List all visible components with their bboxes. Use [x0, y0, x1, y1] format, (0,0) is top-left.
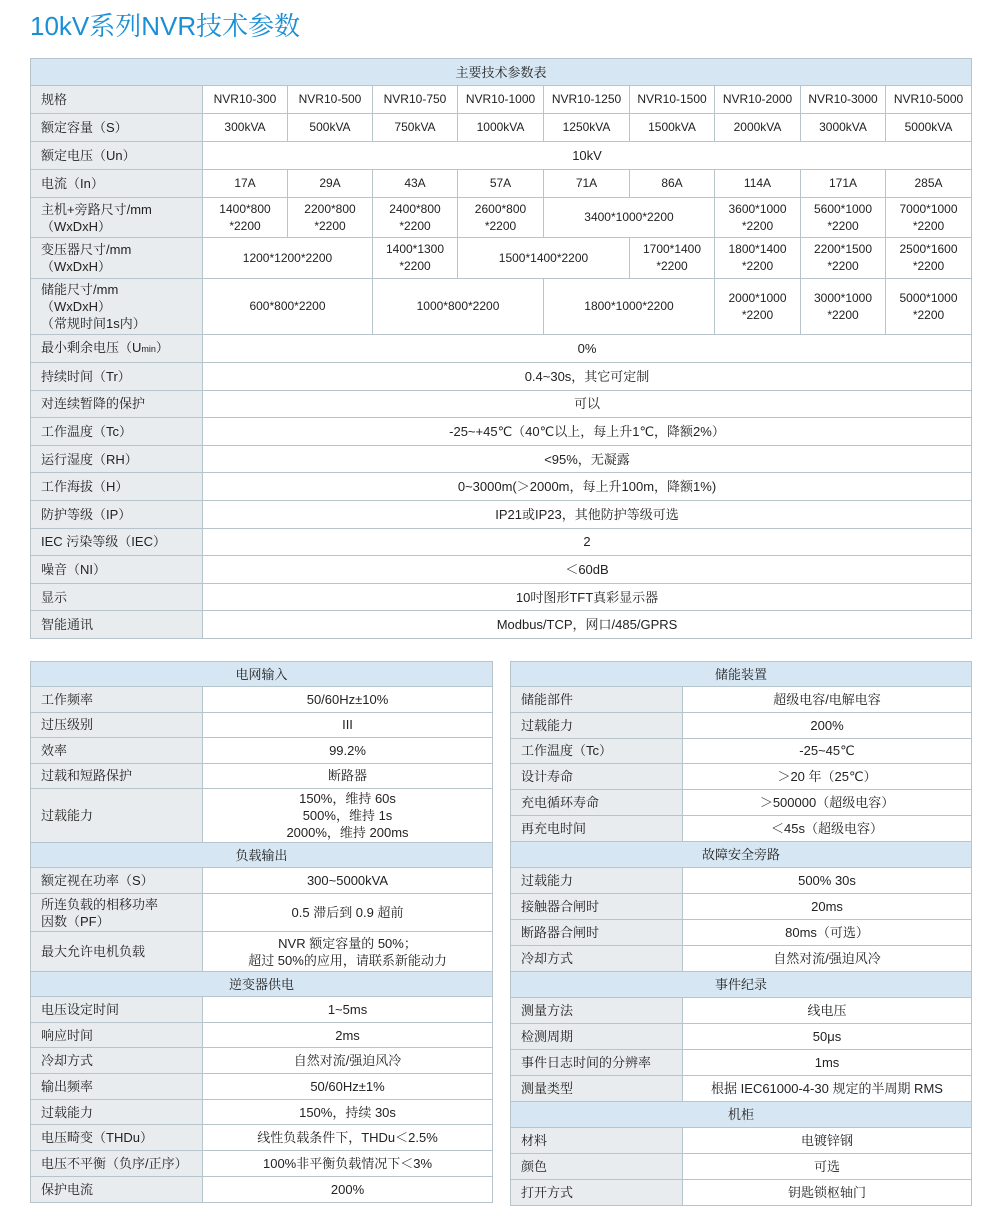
- right-spec-table: [510, 661, 972, 1206]
- capacity-cell: 1500kVA: [630, 114, 715, 142]
- row-label: 过载能力: [511, 867, 683, 893]
- row-label: [31, 279, 203, 335]
- row-value: ＜60dB: [203, 556, 972, 584]
- row-value: 断路器: [203, 763, 493, 789]
- spec-row: [31, 418, 972, 446]
- row-label: 工作温度（Tc）: [31, 418, 203, 446]
- row-label: 保护电流: [31, 1176, 203, 1202]
- row-value: ＞500000（超级电容）: [683, 790, 972, 816]
- spec-row: [31, 390, 972, 418]
- spec-row: [511, 764, 972, 790]
- spec-row: [31, 738, 493, 764]
- spec-row: [511, 687, 972, 713]
- row-label: 额定容量（S）: [31, 114, 203, 142]
- row-label: 再充电时间: [511, 815, 683, 841]
- row-label: [31, 198, 203, 238]
- spec-row: [511, 1075, 972, 1101]
- row-value: -25~45℃: [683, 738, 972, 764]
- row-label: 最大允许电机负载: [31, 932, 203, 972]
- row-label: 额定视在功率（S）: [31, 868, 203, 894]
- row-label: 材料: [511, 1127, 683, 1153]
- size-line: 1800*1000*2200: [584, 299, 674, 313]
- current-cell: 43A: [373, 170, 458, 198]
- row-value: 0.4~30s，其它可定制: [203, 363, 972, 391]
- row-value: ＜45s（超级电容）: [683, 815, 972, 841]
- spec-row: [31, 1074, 493, 1100]
- row-value: 200%: [683, 712, 972, 738]
- model-cell: NVR10-5000: [886, 86, 972, 114]
- current-cell: 57A: [458, 170, 544, 198]
- model-cell: NVR10-1500: [630, 86, 715, 114]
- size-line: 2400*800: [389, 201, 441, 216]
- label-line: 因数（PF）: [41, 913, 110, 929]
- min-voltage-row: [31, 335, 972, 363]
- row-label: 显示: [31, 583, 203, 611]
- current-row: [31, 170, 972, 198]
- size-line: *2200: [741, 307, 774, 322]
- capacity-cell: 2000kVA: [715, 114, 801, 142]
- model-cell: NVR10-750: [373, 86, 458, 114]
- size-line: *2200: [827, 259, 859, 273]
- current-cell: 114A: [715, 170, 801, 198]
- row-label: 额定电压（Un）: [31, 142, 203, 170]
- row-label: 智能通讯: [31, 611, 203, 639]
- size-line: *2200: [827, 218, 859, 233]
- label-line: （WxDxH）: [41, 218, 112, 234]
- spec-row: [31, 500, 972, 528]
- row-value: 0~3000m(＞2000m，每上升100m，降额1%): [203, 473, 972, 501]
- capacity-cell: 500kVA: [288, 114, 373, 142]
- size-cell: [203, 238, 373, 279]
- row-label: 工作海拔（H）: [31, 473, 203, 501]
- row-value: 超级电容/电解电容: [683, 687, 972, 713]
- value-line: 2000%，维持 200ms: [286, 825, 409, 840]
- size-line: 1400*1300: [385, 242, 445, 256]
- label-line: （WxDxH）: [41, 259, 112, 274]
- row-label: IEC 污染等级（IEC）: [31, 528, 203, 556]
- row-value: 99.2%: [203, 738, 493, 764]
- model-cell: NVR10-1250: [544, 86, 630, 114]
- current-cell: 285A: [886, 170, 972, 198]
- row-value: 200%: [203, 1176, 493, 1202]
- spec-row: [511, 815, 972, 841]
- row-value: 2ms: [203, 1022, 493, 1048]
- row-value: 300~5000kVA: [203, 868, 493, 894]
- size-cell: [544, 198, 715, 238]
- row-value: -25~+45℃（40℃以上，每上升1℃，降额2%）: [203, 418, 972, 446]
- row-label: 电流（In）: [31, 170, 203, 198]
- row-label: 过压级别: [31, 712, 203, 738]
- row-label: [31, 238, 203, 279]
- row-value: 150%，持续 30s: [203, 1099, 493, 1125]
- row-value: 100%非平衡负载情况下＜3%: [203, 1151, 493, 1177]
- size-cell: [373, 238, 458, 279]
- size-line: 600*800*2200: [249, 299, 326, 313]
- row-label: 测量方法: [511, 997, 683, 1023]
- size-line: *2200: [741, 218, 774, 233]
- row-label: 输出频率: [31, 1074, 203, 1100]
- label-line: 储能尺寸/mm: [41, 282, 119, 297]
- spec-row: [31, 789, 493, 843]
- row-value: 0%: [203, 335, 972, 363]
- page-title: 10kV系列NVR技术参数: [30, 11, 301, 41]
- current-cell: 17A: [203, 170, 288, 198]
- spec-row: [31, 712, 493, 738]
- size-line: 3600*1000: [728, 201, 787, 216]
- spec-row: [511, 919, 972, 945]
- row-label: 冷却方式: [31, 1048, 203, 1074]
- row-label: 对连续暂降的保护: [31, 390, 203, 418]
- section-header: 负载输出: [31, 843, 493, 868]
- size-line: *2200: [484, 218, 517, 233]
- row-value: Modbus/TCP，网口/485/GPRS: [203, 611, 972, 639]
- spec-row: [31, 1099, 493, 1125]
- size-cell: [373, 279, 544, 335]
- row-label: 响应时间: [31, 1022, 203, 1048]
- current-cell: 29A: [288, 170, 373, 198]
- value-line: 150%，维持 60s: [299, 791, 396, 806]
- row-label: 打开方式: [511, 1179, 683, 1205]
- spec-row: [31, 894, 493, 932]
- row-label: 充电循环寿命: [511, 790, 683, 816]
- row-label: 噪音（NI）: [31, 556, 203, 584]
- row-value: 500% 30s: [683, 867, 972, 893]
- label-line: 主机+旁路尺寸/mm: [41, 201, 152, 217]
- row-label: 防护等级（IP）: [31, 500, 203, 528]
- row-value: 自然对流/强迫风冷: [203, 1048, 493, 1074]
- size-line: *2200: [912, 307, 945, 322]
- capacity-cell: 1250kVA: [544, 114, 630, 142]
- main-spec-table: [30, 58, 972, 639]
- row-label: 工作温度（Tc）: [511, 738, 683, 764]
- size-line: *2200: [314, 218, 346, 233]
- size-line: *2200: [912, 259, 945, 273]
- row-value: 2: [203, 528, 972, 556]
- size-line: *2200: [656, 259, 688, 273]
- size-line: 5600*1000: [813, 201, 873, 216]
- row-label: 电压畸变（THDu）: [31, 1125, 203, 1151]
- row-label: 过载和短路保护: [31, 763, 203, 789]
- spec-row: [31, 445, 972, 473]
- row-value: 1ms: [683, 1049, 972, 1075]
- spec-row: [31, 1125, 493, 1151]
- spec-row: [511, 1049, 972, 1075]
- label-line: （常规时间1s内）: [41, 316, 146, 331]
- spec-row: [31, 687, 493, 713]
- size-line: 1200*1200*2200: [242, 250, 333, 265]
- size-line: 3400*1000*2200: [584, 210, 674, 224]
- row-label: 事件日志时间的分辨率: [511, 1049, 683, 1075]
- row-label: 持续时间（Tr）: [31, 363, 203, 391]
- row-label: 测量类型: [511, 1075, 683, 1101]
- host-size-row: [31, 198, 972, 238]
- size-line: *2200: [912, 218, 945, 233]
- value-line: 超过 50%的应用，请联系新能动力: [248, 952, 447, 968]
- spec-row: [511, 1127, 972, 1153]
- row-value: 自然对流/强迫风冷: [683, 945, 972, 971]
- current-cell: 171A: [801, 170, 886, 198]
- spec-row: [31, 1048, 493, 1074]
- row-value: [203, 932, 493, 972]
- capacity-cell: 3000kVA: [801, 114, 886, 142]
- row-label: 接触器合闸时: [511, 893, 683, 919]
- size-line: 1000*800*2200: [416, 299, 500, 313]
- capacity-row: [31, 114, 972, 142]
- left-spec-table: [30, 661, 493, 1203]
- transformer-size-row: [31, 238, 972, 279]
- size-cell: [886, 279, 972, 335]
- spec-row: [31, 611, 972, 639]
- row-value: 50/60Hz±10%: [203, 687, 493, 713]
- value-line: 500%，维持 1s: [302, 808, 393, 823]
- section-header: 故障安全旁路: [511, 841, 972, 867]
- model-cell: NVR10-3000: [801, 86, 886, 114]
- spec-row: [511, 1179, 972, 1205]
- label-text: 最小剩余电压（U: [41, 340, 142, 355]
- spec-row: [31, 363, 972, 391]
- label-subscript: min: [141, 344, 156, 354]
- row-label: 规格: [31, 86, 203, 114]
- row-label: 颜色: [511, 1153, 683, 1179]
- section-header: 逆变器供电: [31, 972, 493, 997]
- row-value: IP21或IP23，其他防护等级可选: [203, 500, 972, 528]
- row-value: 电镀锌钢: [683, 1127, 972, 1153]
- row-value: 1~5ms: [203, 997, 493, 1023]
- spec-row: [31, 868, 493, 894]
- size-line: 1500*1400*2200: [498, 250, 589, 265]
- size-cell: [544, 279, 715, 335]
- size-cell: [203, 198, 288, 238]
- size-cell: [458, 198, 544, 238]
- size-cell: [801, 279, 886, 335]
- label-close: ）: [155, 340, 169, 355]
- size-cell: [715, 279, 801, 335]
- size-line: 5000*1000: [899, 290, 958, 305]
- section-header: 机柜: [511, 1101, 972, 1127]
- spec-row: [31, 997, 493, 1023]
- row-value: ＞20 年（25℃）: [683, 764, 972, 790]
- row-label: 储能部件: [511, 687, 683, 713]
- section-header: 储能装置: [511, 662, 972, 687]
- spec-row: [31, 556, 972, 584]
- row-value: 50/60Hz±1%: [203, 1074, 493, 1100]
- size-line: 1400*800: [219, 201, 271, 216]
- current-cell: 71A: [544, 170, 630, 198]
- label-line: 所连负载的相移功率: [41, 896, 159, 912]
- size-cell: [458, 238, 630, 279]
- voltage-value: 10kV: [203, 142, 972, 170]
- size-line: *2200: [399, 259, 431, 273]
- spec-row: [31, 1022, 493, 1048]
- size-line: *2200: [741, 259, 774, 273]
- row-value: 根据 IEC61000-4-30 规定的半周期 RMS: [683, 1075, 972, 1101]
- model-cell: NVR10-1000: [458, 86, 544, 114]
- row-label: 电压不平衡（负序/正序）: [31, 1151, 203, 1177]
- main-table-header: 主要技术参数表: [31, 59, 972, 86]
- row-label: 设计寿命: [511, 764, 683, 790]
- row-label: 运行湿度（RH）: [31, 445, 203, 473]
- spec-row: [31, 1151, 493, 1177]
- row-value: <95%，无凝露: [203, 445, 972, 473]
- row-value: 80ms（可选）: [683, 919, 972, 945]
- size-line: *2200: [399, 218, 431, 233]
- size-line: *2200: [827, 307, 859, 322]
- row-label: 工作频率: [31, 687, 203, 713]
- row-value: 50μs: [683, 1023, 972, 1049]
- model-cell: NVR10-2000: [715, 86, 801, 114]
- capacity-cell: 300kVA: [203, 114, 288, 142]
- spec-row: [31, 473, 972, 501]
- row-label: 电压设定时间: [31, 997, 203, 1023]
- size-line: *2200: [229, 218, 261, 233]
- row-value: III: [203, 712, 493, 738]
- size-cell: [203, 279, 373, 335]
- size-cell: [715, 198, 801, 238]
- spec-row: [511, 997, 972, 1023]
- value-line: NVR 额定容量的 50%；: [278, 935, 417, 951]
- storage-size-row: [31, 279, 972, 335]
- section-header: 电网输入: [31, 662, 493, 687]
- model-cell: NVR10-500: [288, 86, 373, 114]
- capacity-cell: 750kVA: [373, 114, 458, 142]
- model-cell: NVR10-300: [203, 86, 288, 114]
- row-value: 可以: [203, 390, 972, 418]
- row-label: 过载能力: [31, 789, 203, 843]
- size-line: 2500*1600: [899, 242, 958, 256]
- size-cell: [288, 198, 373, 238]
- row-label: 检测周期: [511, 1023, 683, 1049]
- spec-row: [31, 583, 972, 611]
- size-line: 2200*1500: [813, 242, 873, 256]
- row-value: 0.5 滞后到 0.9 超前: [203, 894, 493, 932]
- row-label: 效率: [31, 738, 203, 764]
- size-cell: [630, 238, 715, 279]
- label-line: （WxDxH）: [41, 299, 112, 314]
- spec-row: [31, 1176, 493, 1202]
- label-line: 变压器尺寸/mm: [41, 242, 132, 257]
- row-value: 10吋图形TFT真彩显示器: [203, 583, 972, 611]
- size-line: 7000*1000: [899, 201, 958, 216]
- row-label: [31, 335, 203, 363]
- row-label: [31, 894, 203, 932]
- size-line: 1700*1400: [642, 242, 702, 256]
- spec-row: [511, 738, 972, 764]
- size-line: 2000*1000: [728, 290, 787, 305]
- spec-row: [511, 893, 972, 919]
- row-label: 过载能力: [511, 712, 683, 738]
- spec-row: [31, 763, 493, 789]
- row-value: 钥匙锁枢轴门: [683, 1179, 972, 1205]
- spec-row: [31, 932, 493, 972]
- capacity-cell: 1000kVA: [458, 114, 544, 142]
- spec-row: [511, 1153, 972, 1179]
- row-label: 断路器合闸时: [511, 919, 683, 945]
- spec-row: [511, 790, 972, 816]
- size-line: 1800*1400: [728, 242, 787, 256]
- section-header: 事件纪录: [511, 971, 972, 997]
- spec-row: [511, 1023, 972, 1049]
- row-value: 线电压: [683, 997, 972, 1023]
- size-cell: [886, 238, 972, 279]
- size-cell: [886, 198, 972, 238]
- size-cell: [715, 238, 801, 279]
- size-line: 2600*800: [474, 201, 527, 216]
- size-cell: [801, 238, 886, 279]
- model-row: [31, 86, 972, 114]
- spec-row: [511, 945, 972, 971]
- size-line: 2200*800: [304, 201, 356, 216]
- row-value: 线性负载条件下，THDu＜2.5%: [203, 1125, 493, 1151]
- row-value: 20ms: [683, 893, 972, 919]
- size-line: 3000*1000: [813, 290, 873, 305]
- spec-row: [511, 712, 972, 738]
- row-value: 可选: [683, 1153, 972, 1179]
- current-cell: 86A: [630, 170, 715, 198]
- voltage-row: [31, 142, 972, 170]
- size-cell: [801, 198, 886, 238]
- capacity-cell: 5000kVA: [886, 114, 972, 142]
- size-cell: [373, 198, 458, 238]
- row-label: 过载能力: [31, 1099, 203, 1125]
- spec-row: [31, 528, 972, 556]
- row-value: [203, 789, 493, 843]
- spec-row: [511, 867, 972, 893]
- row-label: 冷却方式: [511, 945, 683, 971]
